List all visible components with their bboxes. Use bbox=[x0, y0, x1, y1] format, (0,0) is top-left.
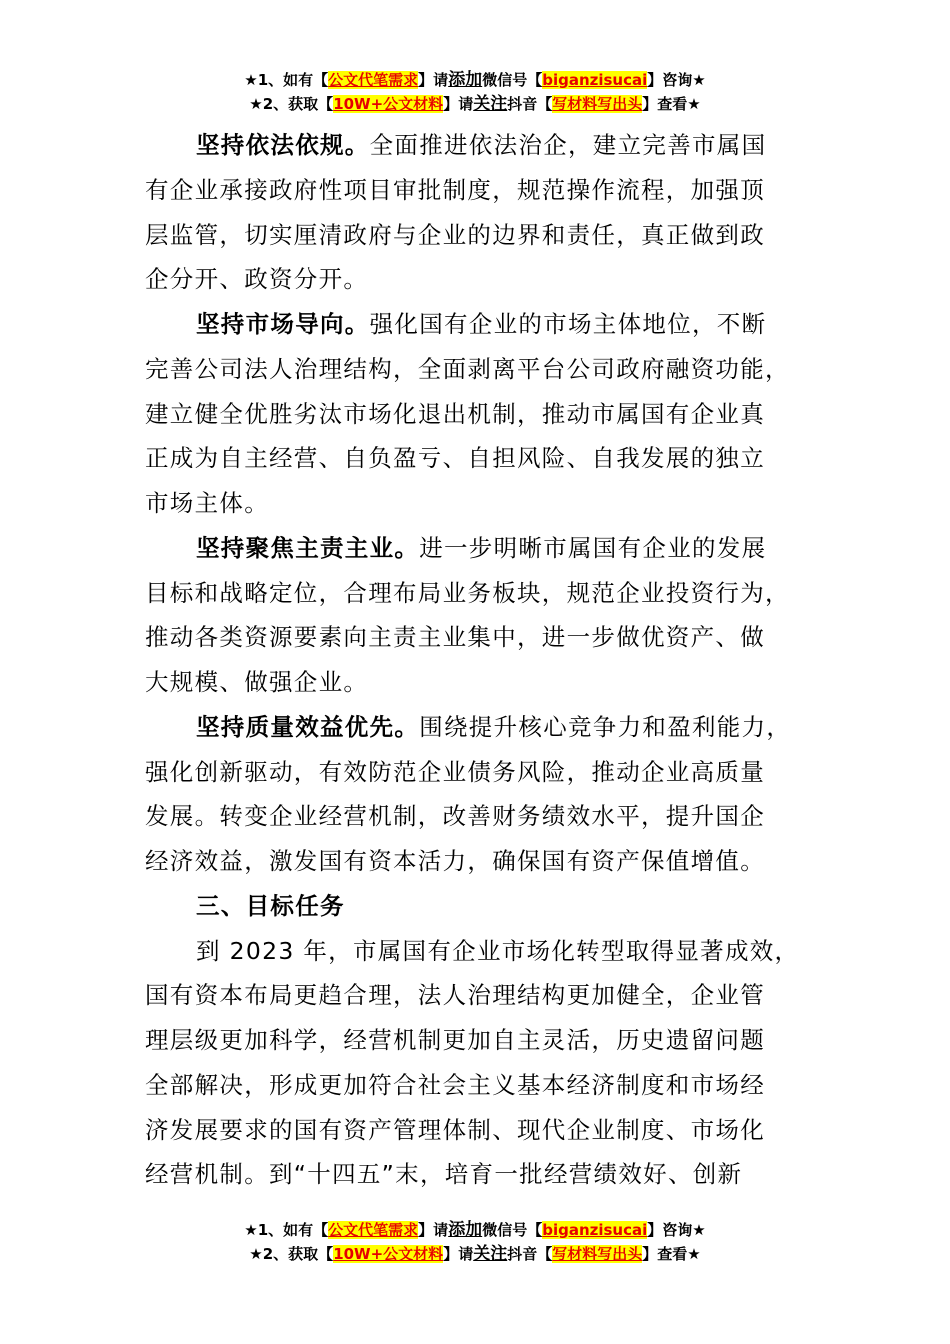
text-line bbox=[145, 436, 810, 481]
line-text: 经济效益，激发国有资本活力，确保国有资产保值增值。 bbox=[145, 847, 765, 875]
promo-highlight: 写材料写出头 bbox=[552, 95, 643, 113]
promo-emphasis: 关注 bbox=[473, 94, 508, 114]
document-body bbox=[145, 123, 810, 1197]
line-text: 企分开、政资分开。 bbox=[145, 265, 369, 294]
promo-text: 微信号【 bbox=[482, 71, 543, 89]
line-text: 有企业承接政府性项目审批制度，规范操作流程，加强顶 bbox=[145, 175, 765, 204]
text-line bbox=[145, 123, 810, 168]
line-text: 建立健全优胜劣汰市场化退出机制，推动市属国有企业真 bbox=[145, 399, 765, 428]
line-text: 国有资本布局更趋合理，法人治理结构更加健全，企业管 bbox=[145, 981, 765, 1010]
line-text: 强化创新驱动，有效防范企业债务风险，推动企业高质量 bbox=[145, 757, 765, 786]
line-text: 市场主体。 bbox=[145, 489, 269, 517]
line-text: 正成为自主经营、自负盈亏、自担风险、自我发展的独立 bbox=[145, 444, 765, 473]
promo-text: ★1、如有【 bbox=[244, 1221, 329, 1239]
paragraph bbox=[145, 884, 810, 929]
promo-highlight: biganzisucai bbox=[542, 71, 648, 89]
promo-text: 】查看★ bbox=[642, 1245, 701, 1263]
line-text: 目标和战略定位，合理布局业务板块，规范企业投资行为， bbox=[145, 578, 790, 607]
promo-banner-bottom bbox=[0, 1218, 950, 1266]
lead-heading: 坚持质量效益优先。 bbox=[196, 712, 420, 741]
text-line bbox=[145, 1063, 810, 1108]
text-line bbox=[145, 526, 810, 571]
promo-banner-top bbox=[0, 68, 950, 116]
lead-heading: 三、目标任务 bbox=[196, 891, 345, 920]
line-text: 全面推进依法治企，建立完善市属国 bbox=[369, 131, 767, 159]
paragraph bbox=[145, 705, 810, 884]
text-line bbox=[145, 839, 810, 884]
promo-line-1 bbox=[0, 1218, 950, 1242]
promo-text: 】请 bbox=[443, 95, 474, 113]
paragraph bbox=[145, 123, 810, 302]
promo-line-2 bbox=[0, 1242, 950, 1266]
line-text: 理层级更加科学，经营机制更加自主灵活，历史遗留问题 bbox=[145, 1026, 765, 1054]
paragraph bbox=[145, 929, 810, 1198]
text-line bbox=[145, 392, 810, 437]
text-line bbox=[145, 705, 810, 750]
promo-emphasis: 关注 bbox=[473, 1244, 508, 1264]
text-line bbox=[145, 302, 810, 347]
line-text: 到 2023 年，市属国有企业市场化转型取得显著成效， bbox=[196, 936, 800, 965]
line-text: 层监管，切实厘清政府与企业的边界和责任，真正做到政 bbox=[145, 220, 765, 249]
line-text: 大规模、做强企业。 bbox=[145, 668, 369, 696]
line-text: 围绕提升核心竞争力和盈利能力， bbox=[419, 712, 792, 741]
lead-heading: 坚持依法依规。 bbox=[196, 131, 370, 159]
promo-highlight: 公文代笔需求 bbox=[328, 71, 419, 89]
text-line bbox=[145, 481, 810, 526]
line-text: 进一步明晰市属国有企业的发展 bbox=[419, 533, 767, 562]
promo-text: ★2、获取【 bbox=[249, 95, 334, 113]
promo-emphasis: 添加 bbox=[448, 70, 483, 90]
text-line bbox=[145, 213, 810, 258]
paragraph bbox=[145, 526, 810, 705]
text-line bbox=[145, 750, 810, 795]
promo-text: 抖音【 bbox=[507, 1245, 553, 1263]
line-text: 全部解决，形成更加符合社会主义基本经济制度和市场经 bbox=[145, 1070, 765, 1099]
text-line bbox=[145, 571, 810, 616]
text-line bbox=[145, 660, 810, 705]
promo-text: 】查看★ bbox=[642, 95, 701, 113]
text-line bbox=[145, 929, 810, 974]
line-text: 经营机制。到“十四五”末，培育一批经营绩效好、创新 bbox=[145, 1160, 743, 1189]
promo-text: ★2、获取【 bbox=[249, 1245, 334, 1263]
text-line bbox=[145, 257, 810, 302]
line-text: 推动各类资源要素向主责主业集中，进一步做优资产、做 bbox=[145, 623, 765, 652]
promo-emphasis: 添加 bbox=[448, 1220, 483, 1240]
line-text: 完善公司法人治理结构，全面剥离平台公司政府融资功能， bbox=[145, 354, 790, 383]
promo-text: 抖音【 bbox=[507, 95, 553, 113]
line-text: 强化国有企业的市场主体地位，不断 bbox=[369, 310, 767, 338]
promo-text: ★1、如有【 bbox=[244, 71, 329, 89]
promo-text: 】请 bbox=[418, 71, 449, 89]
promo-text: 】咨询★ bbox=[647, 1221, 706, 1239]
promo-line-1 bbox=[0, 68, 950, 92]
promo-text: 】请 bbox=[418, 1221, 449, 1239]
text-line bbox=[145, 884, 810, 929]
text-line bbox=[145, 1108, 810, 1153]
promo-highlight: 10W+公文材料 bbox=[333, 1245, 444, 1263]
text-line bbox=[145, 973, 810, 1018]
paragraph bbox=[145, 302, 810, 526]
promo-text: 】咨询★ bbox=[647, 71, 706, 89]
text-line bbox=[145, 347, 810, 392]
promo-highlight: 写材料写出头 bbox=[552, 1245, 643, 1263]
lead-heading: 坚持市场导向。 bbox=[196, 310, 370, 338]
text-line bbox=[145, 168, 810, 213]
lead-heading: 坚持聚焦主责主业。 bbox=[196, 533, 420, 562]
promo-highlight: 10W+公文材料 bbox=[333, 95, 444, 113]
text-line bbox=[145, 1152, 810, 1197]
line-text: 济发展要求的国有资产管理体制、现代企业制度、市场化 bbox=[145, 1115, 765, 1144]
text-line bbox=[145, 794, 810, 839]
promo-highlight: biganzisucai bbox=[542, 1221, 648, 1239]
text-line bbox=[145, 1018, 810, 1063]
line-text: 发展。转变企业经营机制，改善财务绩效水平，提升国企 bbox=[145, 802, 765, 831]
promo-highlight: 公文代笔需求 bbox=[328, 1221, 419, 1239]
text-line bbox=[145, 615, 810, 660]
promo-text: 】请 bbox=[443, 1245, 474, 1263]
promo-text: 微信号【 bbox=[482, 1221, 543, 1239]
promo-line-2 bbox=[0, 92, 950, 116]
